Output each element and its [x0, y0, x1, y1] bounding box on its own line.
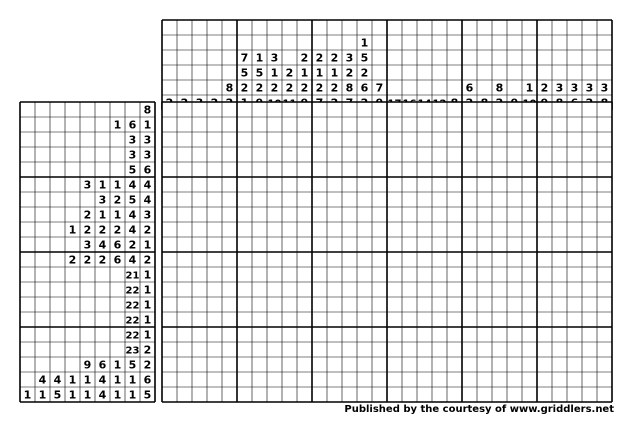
- row-clue-number: 6: [128, 118, 137, 132]
- row-clue-number: 6: [143, 163, 152, 177]
- column-clue-number: 3: [555, 81, 564, 95]
- row-clue-number: 1: [68, 223, 77, 237]
- row-clue-number: 4: [128, 223, 137, 237]
- row-clue-number: 4: [53, 373, 62, 387]
- row-clue-number: 1: [38, 388, 47, 402]
- row-clue-number: 1: [143, 268, 152, 282]
- row-clue-number: 23: [125, 345, 140, 357]
- column-clue-number: 3: [570, 81, 579, 95]
- row-clue-number: 1: [113, 178, 122, 192]
- row-clue-number: 4: [98, 373, 107, 387]
- row-clue-number: 2: [98, 223, 107, 237]
- column-clue-number: 5: [255, 66, 264, 80]
- row-clue-number: 3: [83, 238, 92, 252]
- column-clue-number: 1: [360, 36, 369, 50]
- row-clue-number: 1: [128, 388, 137, 402]
- column-clue-number: 1: [525, 81, 534, 95]
- row-clue-number: 1: [113, 358, 122, 372]
- row-clue-number: 22: [125, 315, 140, 327]
- row-clue-number: 5: [143, 388, 152, 402]
- column-clue-number: 2: [330, 81, 339, 95]
- row-clue-number: 1: [98, 178, 107, 192]
- row-clue-number: 2: [83, 253, 92, 267]
- row-clue-number: 1: [113, 118, 122, 132]
- row-clue-number: 1: [113, 388, 122, 402]
- row-clue-number: 2: [98, 253, 107, 267]
- column-clue-number: 2: [285, 81, 294, 95]
- row-clue-number: 3: [128, 148, 137, 162]
- column-clue-number: 3: [345, 51, 354, 65]
- row-clue-number: 3: [83, 178, 92, 192]
- row-clue-number: 1: [113, 208, 122, 222]
- column-clue-number: 7: [240, 51, 249, 65]
- row-clue-number: 1: [143, 283, 152, 297]
- column-clue-number: 3: [585, 81, 594, 95]
- column-clue-number: 2: [540, 81, 549, 95]
- column-clue-number: 2: [300, 51, 309, 65]
- row-clue-number: 6: [113, 238, 122, 252]
- row-clue-number: 1: [68, 388, 77, 402]
- row-clue-number: 3: [143, 208, 152, 222]
- row-clue-number: 22: [125, 300, 140, 312]
- row-clue-number: 1: [128, 373, 137, 387]
- row-clue-number: 1: [143, 313, 152, 327]
- column-clue-number: 1: [300, 66, 309, 80]
- row-clue-number: 4: [38, 373, 47, 387]
- column-clue-area: [162, 20, 612, 110]
- row-clue-number: 9: [83, 358, 92, 372]
- row-clue-number: 2: [143, 223, 152, 237]
- column-clue-number: 2: [330, 51, 339, 65]
- row-clue-number: 1: [143, 118, 152, 132]
- row-clue-number: 4: [98, 388, 107, 402]
- row-clue-number: 2: [143, 358, 152, 372]
- row-clue-number: 21: [125, 270, 140, 282]
- row-clue-number: 2: [68, 253, 77, 267]
- column-clue-number: 6: [465, 81, 474, 95]
- row-clue-number: 4: [128, 208, 137, 222]
- row-clue-number: 5: [128, 358, 137, 372]
- row-clue-number: 2: [113, 223, 122, 237]
- row-clue-number: 2: [113, 193, 122, 207]
- row-clue-number: 3: [98, 193, 107, 207]
- row-clue-number: 6: [143, 373, 152, 387]
- row-clue-number: 4: [128, 178, 137, 192]
- row-clue-number: 6: [98, 358, 107, 372]
- column-clue-number: 6: [360, 81, 369, 95]
- row-clue-number: 4: [143, 178, 152, 192]
- row-clue-number: 1: [83, 388, 92, 402]
- row-clue-number: 2: [143, 253, 152, 267]
- column-clue-number: 5: [360, 51, 369, 65]
- row-clue-number: 1: [68, 373, 77, 387]
- row-clue-number: 2: [128, 238, 137, 252]
- column-clue-number: 2: [360, 66, 369, 80]
- row-clue-number: 2: [83, 208, 92, 222]
- row-clue-number: 5: [128, 193, 137, 207]
- credit-text: Published by the courtesy of www.griddlers.net: [344, 404, 614, 415]
- row-clue-number: 1: [143, 328, 152, 342]
- row-clue-number: 1: [143, 238, 152, 252]
- row-clue-number: 4: [143, 193, 152, 207]
- row-clue-number: 1: [98, 208, 107, 222]
- solution-grid[interactable]: [162, 102, 612, 402]
- row-clue-number: 5: [128, 163, 137, 177]
- row-clue-number: 3: [128, 133, 137, 147]
- row-clue-number: 1: [113, 373, 122, 387]
- column-clue-number: 2: [255, 81, 264, 95]
- row-clue-number: 5: [53, 388, 62, 402]
- row-clue-number: 2: [83, 223, 92, 237]
- column-clue-number: 3: [270, 51, 279, 65]
- row-clue-number: 22: [125, 285, 140, 297]
- row-clue-number: 6: [113, 253, 122, 267]
- column-clue-number: 7: [375, 81, 384, 95]
- row-clue-number: 22: [125, 330, 140, 342]
- column-clue-number: 1: [315, 66, 324, 80]
- row-clue-number: 2: [143, 343, 152, 357]
- column-clue-number: 1: [255, 51, 264, 65]
- column-clue-number: 2: [315, 81, 324, 95]
- row-clue-area: [20, 102, 155, 402]
- column-clue-number: 2: [285, 66, 294, 80]
- row-clue-number: 3: [143, 148, 152, 162]
- row-clue-number: 1: [83, 373, 92, 387]
- column-clue-number: 2: [345, 66, 354, 80]
- column-clue-number: 5: [240, 66, 249, 80]
- row-clue-number: 3: [143, 133, 152, 147]
- column-clue-number: 2: [270, 81, 279, 95]
- column-clue-number: 2: [240, 81, 249, 95]
- row-clue-number: 1: [143, 298, 152, 312]
- row-clue-number: 4: [98, 238, 107, 252]
- column-clue-number: 2: [315, 51, 324, 65]
- row-clue-number: 4: [128, 253, 137, 267]
- column-clue-number: 8: [225, 81, 234, 95]
- column-clue-number: 8: [345, 81, 354, 95]
- row-clue-number: 1: [23, 388, 32, 402]
- column-clue-number: 2: [300, 81, 309, 95]
- column-clue-number: 1: [330, 66, 339, 80]
- column-clue-number: 3: [600, 81, 609, 95]
- column-clue-number: 8: [495, 81, 504, 95]
- column-clue-number: 1: [270, 66, 279, 80]
- row-clue-number: 8: [143, 103, 152, 117]
